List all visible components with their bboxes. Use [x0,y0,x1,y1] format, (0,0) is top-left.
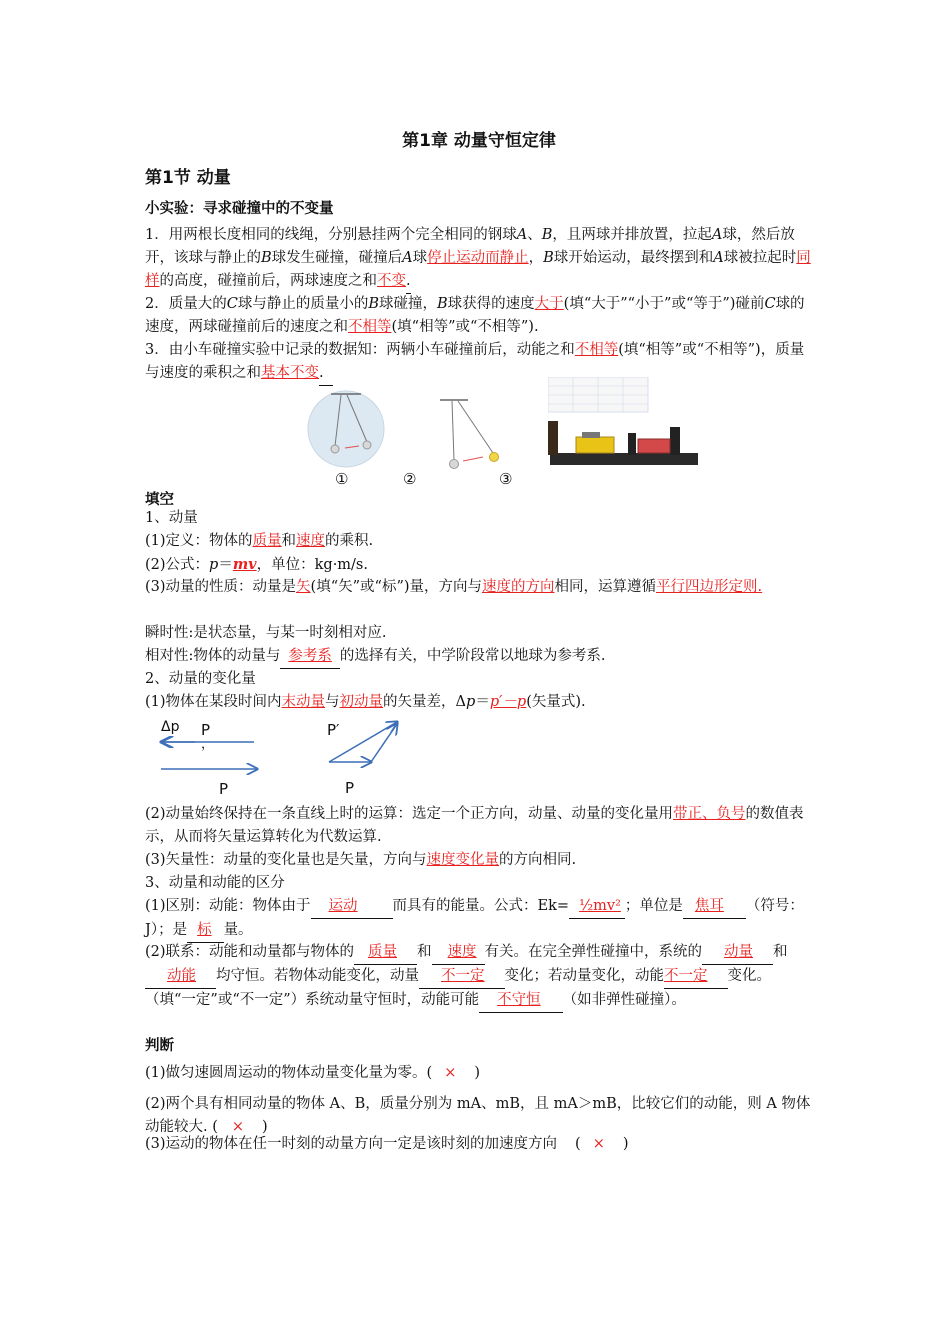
text: A [711,227,723,243]
answer: 标 [197,922,212,938]
text: 的方向相同. [499,852,577,868]
answer: 焦耳 [694,898,724,914]
answer: 不一定 [441,968,485,984]
text: 球，然后放开，该球与静止的 [145,227,795,266]
text: (矢量式). [526,694,586,710]
text: 和 [417,944,432,960]
text: 球与静止的质量小的 [237,296,369,312]
answer: 带正、负号 [673,806,746,822]
judge-heading: 判断 [145,1038,174,1054]
text: 的数值表示，从而将矢量运算转化为代数运算. [145,806,804,845]
answer: 参考系 [288,648,332,664]
answer: 不相等 [348,319,392,335]
text: 相同，运算遵循 [554,579,657,595]
answer: 大于 [534,296,564,312]
text: (3)动量的性质：动量是 [145,579,297,595]
blank [479,989,563,1013]
blank [311,895,393,919]
answer: 初动量 [339,694,384,710]
momentum-nature [145,576,813,599]
text: ＝ [475,694,490,710]
text: ＝ [218,557,233,573]
text: 2．质量大的 [145,296,227,312]
text: (填“矢”或“标”)量，方向与 [310,579,483,595]
p-prime-left-label: P [201,721,211,739]
answer: 同样 [145,250,811,289]
text: 、 [527,227,542,243]
experiment-item-2 [145,293,813,339]
answer: 末动量 [281,694,326,710]
text: . [406,270,411,294]
text: ) [622,1136,629,1152]
text: (2)联系：动能和动量都与物体的 [145,944,355,960]
text: B [541,227,553,243]
fill-section-2-title: 2、动量的变化量 [145,671,256,687]
blank [145,965,216,989]
text: （如非弹性碰撞）。 [562,992,686,1008]
text: ) [474,1065,481,1081]
text: 球碰撞， [379,296,437,312]
text: 和 [773,944,788,960]
text: (填“大于”“小于”或“等于”)碰前 [563,296,765,312]
delta-p-label: Δp [161,719,180,735]
instantaneity: 瞬时性:是状态量，与某一时刻相对应. [145,625,387,641]
text: 球的速度，两球碰撞前后的速度之和 [145,296,805,335]
chapter-title: 第1章 动量守恒定律 [402,131,556,151]
blank [702,941,773,965]
answer: 速度变化量 [426,852,500,868]
answer: 平行四边形定则 [656,579,758,595]
text: B [437,296,448,312]
text: B [261,250,272,266]
text: ( [575,1136,581,1152]
p-left-label: P [219,780,229,798]
text: 球 [412,250,428,266]
p-prime-mark: ， [201,737,215,752]
text: 3．由小车碰撞实验中记录的数据知：两辆小车碰撞前后，动能之和 [145,342,575,358]
text: B [543,250,554,266]
answer: 停止运动而静止 [427,250,529,266]
text: 球开始运动，最终摆到和 [553,250,714,266]
fill-heading: 填空 [145,492,174,508]
text: 与 [325,694,340,710]
text: 的矢量差，Δ [383,694,467,710]
blank [280,645,340,669]
blank [432,941,485,965]
blank [664,965,728,989]
judge-question-3 [145,1133,813,1156]
answer: 运动 [328,898,358,914]
text: ，单位：kg·m/s. [256,557,368,573]
text: 和 [281,533,297,549]
text: ， [528,250,544,266]
text: A [516,227,528,243]
text: p [466,694,476,710]
answer: 不一定 [664,968,708,984]
text: (2)公式： [145,557,210,573]
answer: 矢 [296,579,311,595]
figure-label-2: ② [403,470,417,488]
text: 球发生碰撞，碰撞后 [271,250,403,266]
answer: 速度 [296,533,326,549]
text: B [368,296,379,312]
wrong-mark: × [444,1065,457,1081]
answer: 不相等 [574,342,619,358]
fill-section-3-title: 3、动量和动能的区分 [145,875,285,891]
blank [683,895,746,919]
text: 球被拉起时 [723,250,797,266]
text: （符号：J）；是 [145,898,804,938]
text: ) [262,1119,268,1135]
answer: 动量 [724,944,754,960]
momentum-change-2 [145,803,813,849]
momentum-definition [145,530,813,553]
text: (1)物体在某段时间内 [145,694,282,710]
blank [569,895,625,919]
text: 相对性:物体的动量与 [145,648,281,664]
answer: 速度 [447,944,477,960]
blank [187,919,224,943]
text: A [402,250,413,266]
p-prime-right-label: P′ [327,721,340,739]
answer: 动能 [167,968,196,984]
answer: mv [232,556,257,573]
trolley-experiment-figure [548,377,700,485]
judge-question-1 [145,1062,813,1085]
text: 球获得的速度 [447,296,535,312]
wrong-mark: × [592,1136,605,1152]
figure-label-3: ③ [499,470,513,488]
momentum-change-1 [145,691,813,714]
answer: 速度的方向 [482,579,555,595]
figure-label-1: ① [335,470,349,488]
text: . [319,362,333,386]
text: ，且两球并排放置，拉起 [552,227,712,243]
text: C [764,296,776,312]
text: (2)动量始终保持在一条直线上时的运算：选定一个正方向，动量、动量的变化量用 [145,806,674,822]
answer: 不守恒 [497,992,541,1008]
text: 1．用两根长度相同的线绳，分别悬挂两个完全相同的钢球 [145,227,517,243]
text: (3)矢量性：动量的变化量也是矢量，方向与 [145,852,427,868]
text: (1)做匀速圆周运动的物体动量变化量为零。( [145,1065,433,1081]
text: A [713,250,724,266]
momentum-change-3 [145,849,813,872]
answer: p′－p [489,694,527,710]
experiment-heading: 小实验：寻求碰撞中的不变量 [145,201,334,217]
text: p [209,557,219,573]
fill-section-1-title: 1、动量 [145,510,198,526]
text: 变化；若动量变化，动能 [504,968,664,984]
answer: 不变 [377,273,406,289]
text: C [226,296,238,312]
text: (1)定义：物体的 [145,533,253,549]
answer: 质量 [252,533,282,549]
answer: 基本不变 [261,365,319,381]
text: 的高度，碰撞前后，两球速度之和 [159,273,377,289]
pendulum-figure-1 [307,388,385,470]
text: (1)区别：动能：物体由于 [145,898,311,914]
text: (3)运动的物体在任一时刻的动量方向一定是该时刻的加速度方向 [145,1136,558,1152]
p-right-label: P [345,779,355,797]
experiment-item-1 [145,224,813,294]
text: 变化。（填“一定”或“不一定”）系统动量守恒时，动能可能 [145,968,771,1008]
text: 的选择有关，中学阶段常以地球为参考系. [339,648,606,664]
text: (2)两个具有相同动量的物体 A、B，质量分别为 mA、mB，且 mA＞mB，比较它们的动能，则 A 物体动能较大. ( [145,1096,811,1135]
wrong-mark: × [231,1119,245,1135]
text: 量。 [223,922,253,938]
momentum-formula [145,553,813,577]
relativity [145,645,813,669]
text: (填“相等”或“不相等”). [391,319,539,335]
experiment-item-3 [145,339,813,386]
text: 而具有的能量。公式：Ek= [392,898,570,914]
text: 均守恒。若物体动能变化，动量 [216,968,419,984]
text: 有关。在完全弹性碰撞中，系统的 [484,944,703,960]
blank [354,941,417,965]
text: ；单位是 [624,898,683,914]
text: (填“相等”或“不相等”)，质量与速度的乘积之和 [145,342,805,381]
answer: 质量 [368,944,398,960]
connection [145,941,813,1013]
difference [145,895,813,943]
text: 的乘积. [325,533,374,549]
blank [419,965,505,989]
pendulum-figure-2 [438,396,506,474]
text: . [757,579,763,595]
section-title: 第1节 动量 [145,168,231,188]
answer: ½mv² [579,898,621,914]
